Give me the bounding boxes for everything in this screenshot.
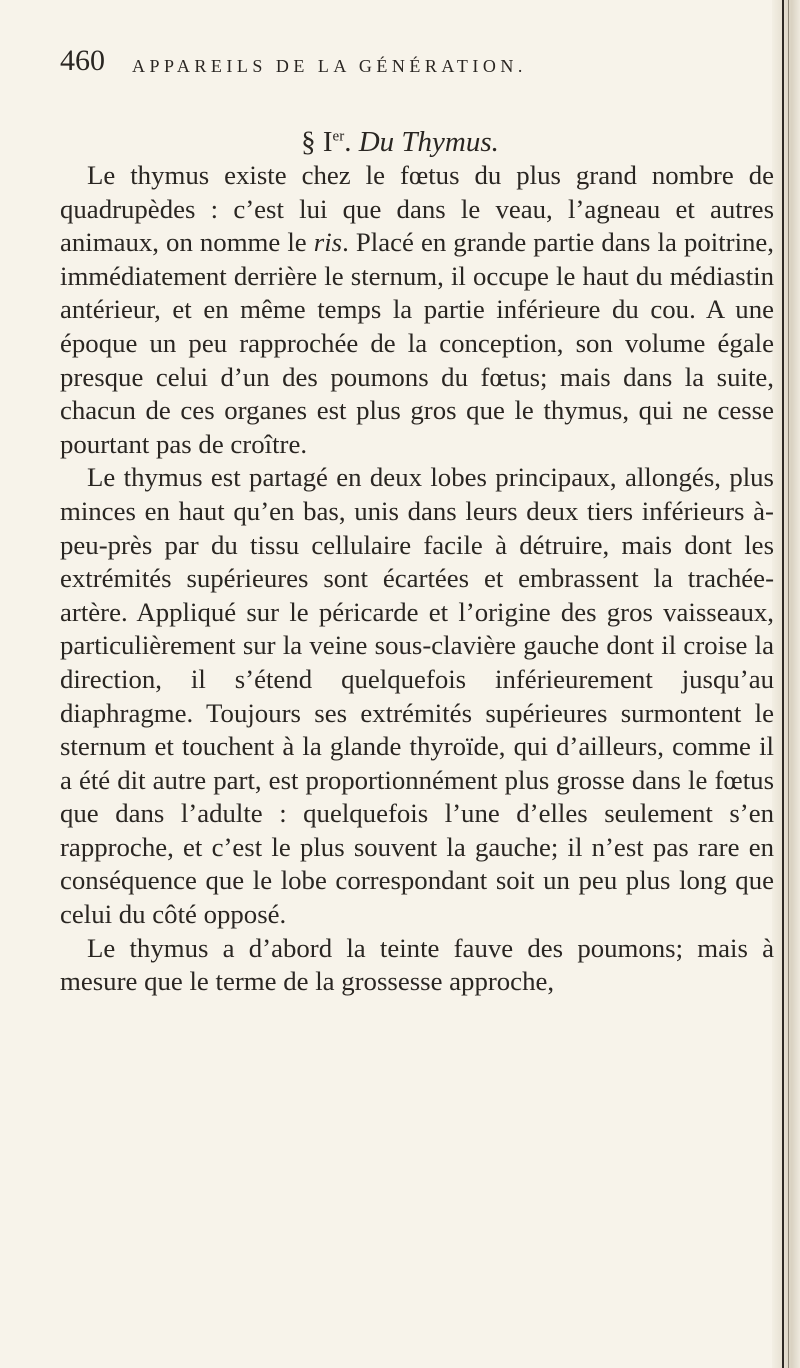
- section-number-superscript: er: [332, 128, 345, 145]
- paragraph-2: Le thymus est partagé en deux lobes principaux, allongés, plus minces en haut qu’en bas, unis dans leurs deux tiers inférieurs à-peu-près par du tissu cellulaire facile à détruire, mais dont les extrémités supérieures sont écartées et embrassent la trachée-artère. Appliqué sur le péricarde et l’origine des gros vaisseaux, particulièrement sur la veine sous-clavière gauche dont il croise la direction, il s’étend quelquefois inférieurement jusqu’au diaphragme. Toujours ses extrémités supérieures surmontent le sternum et touchent à la glande thyroïde, qui d’ailleurs, comme il a été dit autre part, est proportionnément plus grosse dans le fœtus que dans l’adulte : quelquefois l’une d’elles seulement s’en rapproche, et c’est le plus souvent la gauche; il n’est pas rare en conséquence que le lobe correspondant soit un peu plus long que celui du côté opposé.: [60, 462, 774, 930]
- section-number-dot: .: [344, 126, 352, 158]
- paragraph-1: [60, 159, 774, 461]
- body-text: [60, 159, 774, 999]
- section-number-label: § I: [301, 126, 333, 158]
- section-title: [0, 126, 800, 159]
- paragraph-3: Le thymus a d’abord la teinte fauve des poumons; mais à mesure que le terme de la grossesse approche,: [60, 932, 774, 997]
- section-number: [301, 126, 351, 158]
- page-number: 460: [60, 44, 105, 77]
- paragraph-1-italic-term: ris: [313, 227, 343, 258]
- section-heading: Du Thymus.: [358, 126, 499, 158]
- running-head: APPAREILS DE LA GÉNÉRATION.: [132, 56, 527, 76]
- page-binding-edge: [772, 0, 800, 1368]
- page-header: [60, 44, 760, 94]
- paragraph-1-part-2: . Placé en grande partie dans la poitrine, immédiatement derrière le sternum, il occupe le haut du médiastin antérieur, et en même temps la partie inférieure du cou. A une époque un peu rapprochée de la conception, son volume égale presque celui d’un des poumons du fœtus; mais dans la suite, chacun de ces organes est plus gros que le thymus, qui ne cesse pourtant pas de croître.: [60, 227, 774, 459]
- paragraph-1-part-1: Le thymus existe chez le fœtus du plus grand nombre de quadrupèdes : c’est lui que dans le veau, l’agneau et autres animaux, on nomme le: [60, 160, 774, 258]
